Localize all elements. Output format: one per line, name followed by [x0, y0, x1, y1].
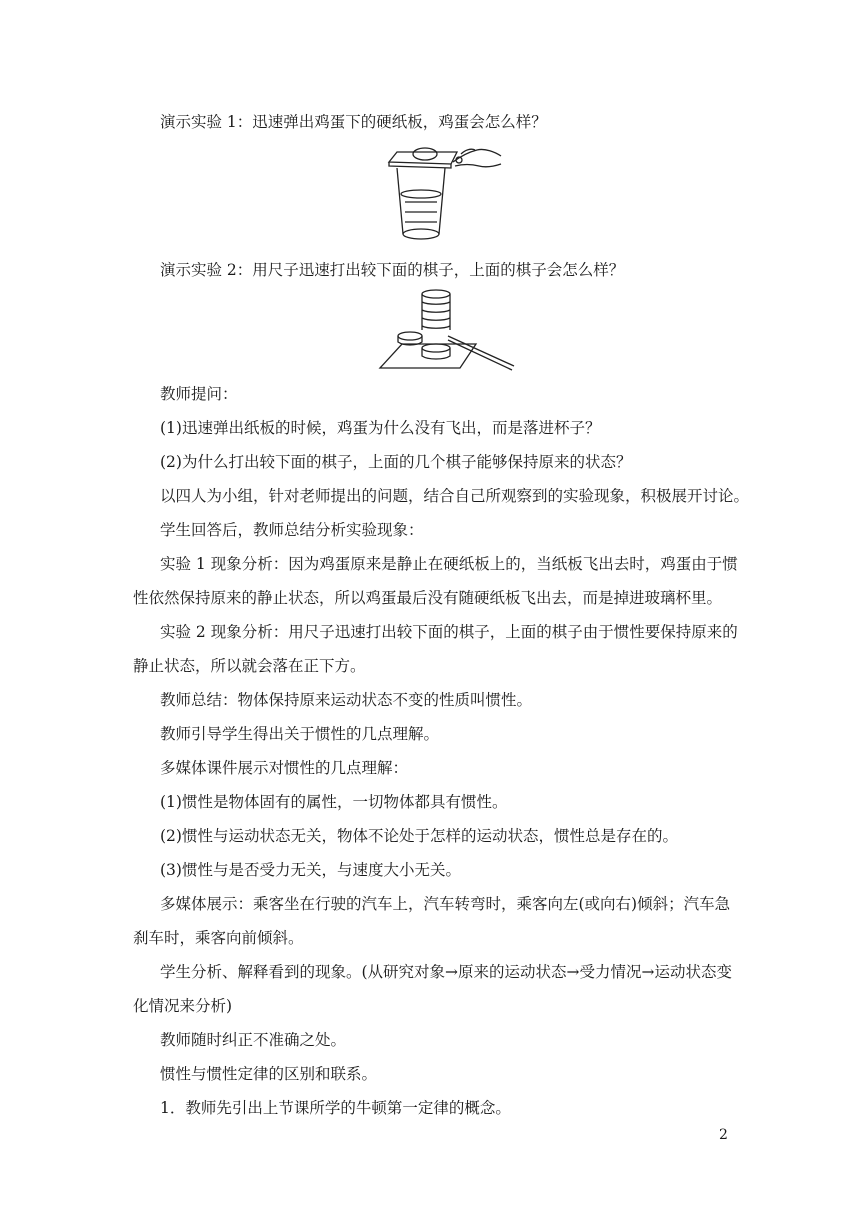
paragraph-analysis-1: 实验 1 现象分析：因为鸡蛋原来是静止在硬纸板上的，当纸板飞出去时，鸡蛋由于惯性依然保持原来的静止状态，所以鸡蛋最后没有随硬纸板飞出去，而是掉进玻璃杯里。 — [133, 555, 738, 607]
paragraph-experiment-1: 演示实验 1：迅速弹出鸡蛋下的硬纸板，鸡蛋会怎么样？ — [160, 113, 547, 131]
paragraph-multimedia-passenger: 多媒体展示：乘客坐在行驶的汽车上，汽车转弯时，乘客向左(或向右)倾斜；汽车急刹车时，乘客向前倾斜。 — [133, 895, 731, 947]
egg-cup-cardboard-figure — [383, 142, 505, 246]
paragraph-teacher-question: 教师提问： — [160, 385, 238, 403]
paragraph-teacher-correct: 教师随时纠正不准确之处。 — [160, 1031, 347, 1049]
chess-pieces-ruler-figure — [378, 286, 516, 372]
paragraph-inertia-point-3: (3)惯性与是否受力无关，与速度大小无关。 — [160, 861, 461, 879]
paragraph-inertia-point-2: (2)惯性与运动状态无关，物体不论处于怎样的运动状态，惯性总是存在的。 — [160, 827, 678, 845]
paragraph-experiment-2: 演示实验 2：用尺子迅速打出较下面的棋子，上面的棋子会怎么样？ — [160, 261, 625, 279]
paragraph-analysis-2: 实验 2 现象分析：用尺子迅速打出较下面的棋子，上面的棋子由于惯性要保持原来的静止状态，所以就会落在正下方。 — [133, 623, 738, 675]
paragraph-inertia-point-1: (1)惯性是物体固有的属性，一切物体都具有惯性。 — [160, 793, 508, 811]
paragraph-newton-first-law: 1．教师先引出上节课所学的牛顿第一定律的概念。 — [160, 1099, 511, 1117]
paragraph-question-2: (2)为什么打出较下面的棋子，上面的几个棋子能够保持原来的状态？ — [160, 453, 632, 471]
paragraph-summary-intro: 学生回答后，教师总结分析实验现象： — [160, 521, 424, 539]
paragraph-student-analysis: 学生分析、解释看到的现象。(从研究对象→原来的运动状态→受力情况→运动状态变化情况来分析) — [133, 963, 733, 1015]
paragraph-inertia-vs-law: 惯性与惯性定律的区别和联系。 — [160, 1065, 378, 1083]
paragraph-teacher-summary: 教师总结：物体保持原来运动状态不变的性质叫惯性。 — [160, 691, 533, 709]
page-number: 2 — [719, 1127, 728, 1143]
paragraph-question-1: (1)迅速弹出纸板的时候，鸡蛋为什么没有飞出，而是落进杯子？ — [160, 419, 601, 437]
paragraph-group-discussion: 以四人为小组，针对老师提出的问题，结合自己所观察到的实验现象，积极展开讨论。 — [160, 487, 750, 505]
paragraph-teacher-guide: 教师引导学生得出关于惯性的几点理解。 — [160, 725, 440, 743]
paragraph-multimedia-intro: 多媒体课件展示对惯性的几点理解： — [160, 759, 409, 777]
